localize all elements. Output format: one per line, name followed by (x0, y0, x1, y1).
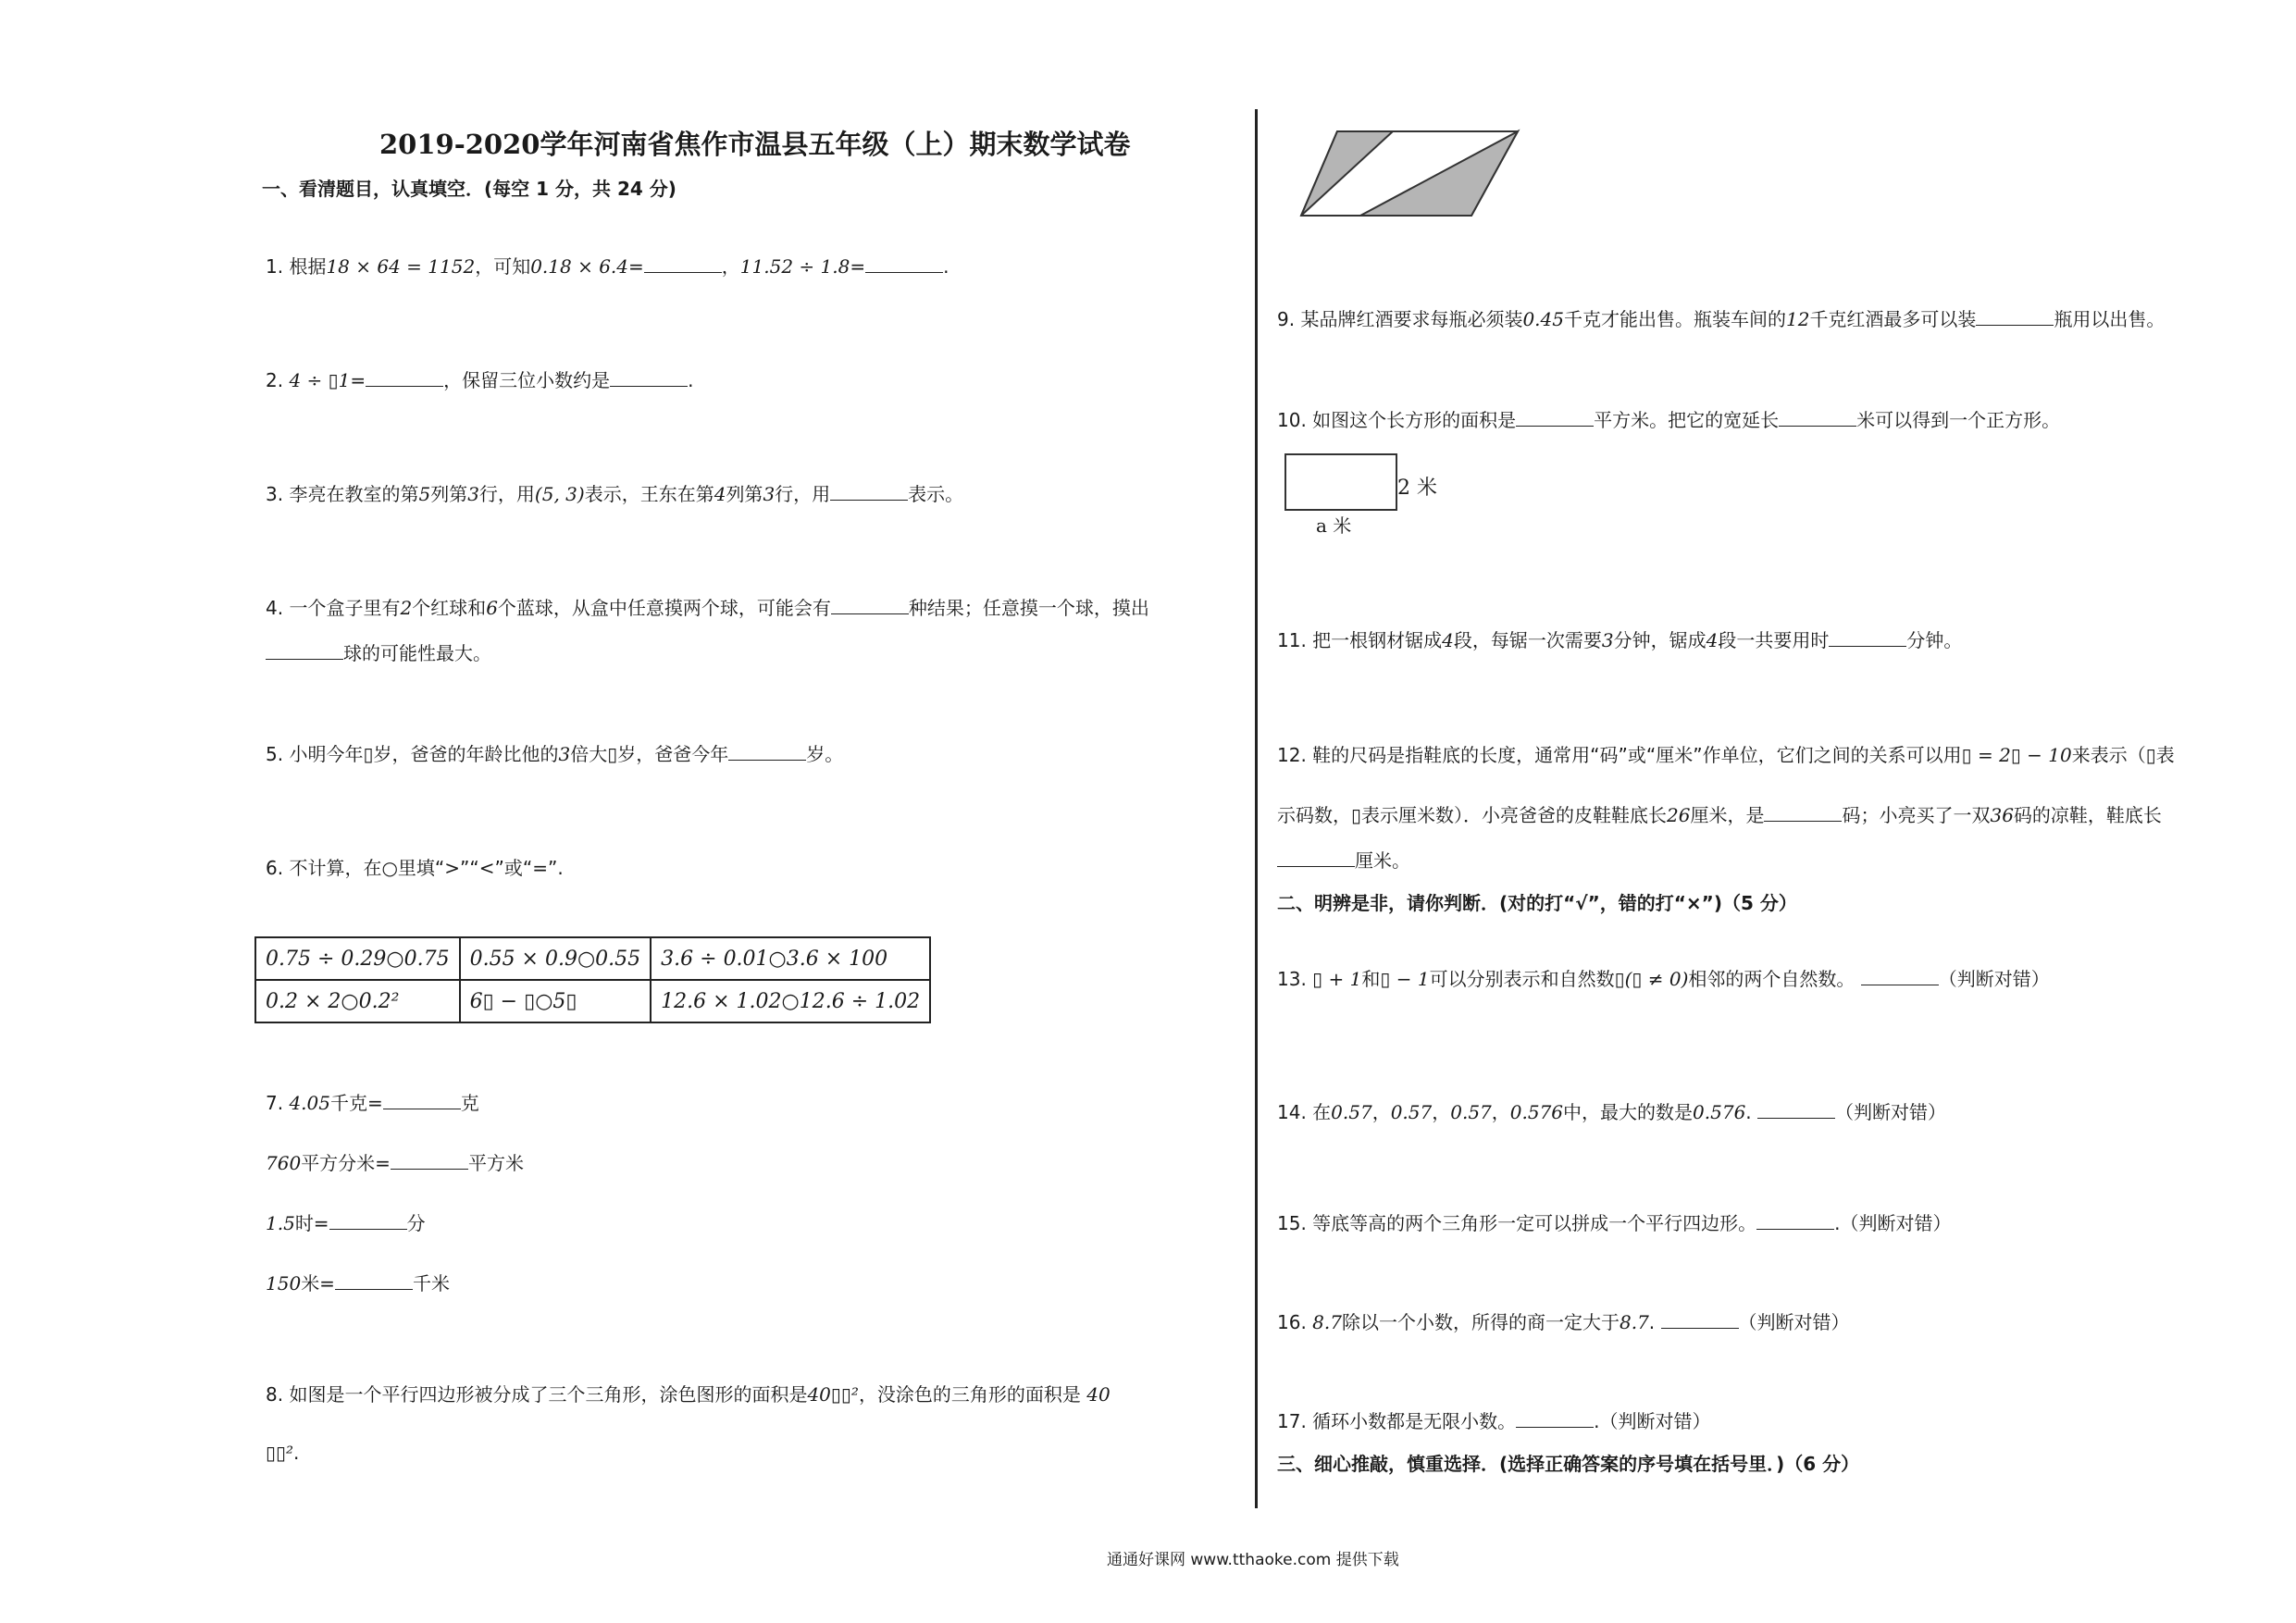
answer-blank[interactable] (366, 369, 443, 387)
table-cell[interactable]: 6▯ − ▯○5▯ (460, 980, 652, 1022)
question-3: 3. 李亮在教室的第5列第3行，用(5, 3)表示，王东在第4列第3行，用 表示。 (266, 483, 964, 505)
table-row (255, 980, 930, 1022)
question-16: 16. 8.7除以一个小数，所得的商一定大于8.7. （判断对错） (1277, 1311, 1850, 1333)
question-6: 6. 不计算，在○里填“>”“<”或“=”. (266, 857, 564, 879)
answer-blank[interactable] (1756, 1212, 1834, 1230)
table-cell[interactable]: 3.6 ÷ 0.01○3.6 × 100 (651, 937, 930, 980)
section-heading-2: 二、明辨是非，请你判断．(对的打“√”，错的打“×”)（5 分） (1277, 892, 1797, 914)
question-10: 10. 如图这个长方形的面积是 平方米。把它的宽延长 米可以得到一个正方形。 (1277, 409, 2061, 431)
table-cell[interactable]: 0.75 ÷ 0.29○0.75 (255, 937, 460, 980)
table-row (255, 937, 930, 980)
answer-blank[interactable] (831, 597, 909, 614)
answer-blank[interactable] (1757, 1101, 1835, 1119)
answer-blank[interactable] (728, 743, 806, 761)
answer-blank[interactable] (1861, 968, 1939, 985)
parallelogram-figure (1296, 128, 1527, 220)
rectangle-length-label: a 米 (1316, 514, 1352, 537)
page-footer: 通通好课网 www.tthaoke.com 提供下载 (1107, 1551, 1399, 1569)
question-15: 15. 等底等高的两个三角形一定可以拼成一个平行四边形。 .（判断对错） (1277, 1212, 1952, 1234)
answer-blank[interactable] (329, 1212, 407, 1230)
question-13: 13. ▯ + 1和▯ − 1可以分别表示和自然数▯(▯ ≠ 0)相邻的两个自然数。 （判断对错） (1277, 968, 2050, 990)
answer-blank[interactable] (1976, 308, 2054, 326)
question-4: 4. 一个盒子里有2个红球和6个蓝球，从盒中任意摸两个球，可能会有 种结果；任意摸一个球，摸出 (266, 597, 1149, 619)
answer-blank[interactable] (1764, 804, 1842, 822)
question-7-line-3: 1.5时= 分 (266, 1212, 426, 1234)
question-12-line-3: 厘米。 (1277, 846, 1410, 873)
question-8: 8. 如图是一个平行四边形被分成了三个三角形，涂色图形的面积是40▯▯²，没涂色的三角形的面积是 40 (266, 1383, 1111, 1406)
column-divider (1255, 109, 1258, 1508)
question-7-line-2: 760平方分米= 平方米 (266, 1152, 524, 1174)
section-heading-3: 三、细心推敲，慎重选择．(选择正确答案的序号填在括号里．)（6 分） (1277, 1453, 1860, 1475)
question-9: 9. 某品牌红酒要求每瓶必须装0.45千克才能出售。瓶装车间的12千克红酒最多可以装 瓶用以出售。 (1277, 308, 2166, 330)
table-cell[interactable]: 0.2 × 2○0.2² (255, 980, 460, 1022)
question-11: 11. 把一根钢材锯成4段，每锯一次需要3分钟，锯成4段一共要用时 分钟。 (1277, 629, 1963, 651)
answer-blank[interactable] (1661, 1311, 1739, 1329)
page-title: 2019-2020学年河南省焦作市温县五年级（上）期末数学试卷 (379, 129, 1131, 160)
answer-blank[interactable] (266, 642, 343, 660)
question-7-line-4: 150米= 千米 (266, 1272, 450, 1295)
rectangle-width-label: 2 米 (1397, 477, 1437, 500)
answer-blank[interactable] (830, 483, 908, 501)
answer-blank[interactable] (1277, 849, 1355, 867)
question-7-line-1: 7. 4.05千克= 克 (266, 1092, 479, 1114)
table-cell[interactable]: 0.55 × 0.9○0.55 (460, 937, 652, 980)
answer-blank[interactable] (610, 369, 688, 387)
question-8-line-2: ▯▯². (266, 1442, 300, 1464)
question-2: 2. 4 ÷ ▯1= ，保留三位小数约是 . (266, 369, 694, 391)
question-12-line-1: 12. 鞋的尺码是指鞋底的长度，通常用“码”或“厘米”作单位，它们之间的关系可以用▯ = 2▯ − 10来表示（▯表 (1277, 744, 2175, 766)
answer-blank[interactable] (644, 255, 722, 273)
question-12-line-2: 示码数，▯表示厘米数）．小亮爸爸的皮鞋鞋底长26厘米，是 码；小亮买了一双36码的凉鞋，鞋底长 (1277, 804, 2162, 826)
answer-blank[interactable] (391, 1152, 468, 1170)
rectangle-figure (1285, 453, 1397, 511)
answer-blank[interactable] (383, 1092, 461, 1109)
question-4-line-2: 球的可能性最大。 (266, 638, 491, 665)
answer-blank[interactable] (865, 255, 943, 273)
answer-blank[interactable] (1829, 629, 1906, 647)
question-5: 5. 小明今年▯岁，爸爸的年龄比他的3倍大▯岁，爸爸今年 岁。 (266, 743, 844, 765)
question-17: 17. 循环小数都是无限小数。 .（判断对错） (1277, 1410, 1711, 1432)
table-cell[interactable]: 12.6 × 1.02○12.6 ÷ 1.02 (651, 980, 930, 1022)
question-1: 1. 根据18 × 64 = 1152，可知0.18 × 6.4= ，11.52 ÷ 1.8= . (266, 255, 949, 278)
answer-blank[interactable] (1779, 409, 1856, 427)
answer-blank[interactable] (1516, 1410, 1594, 1428)
comparison-table (254, 936, 931, 1023)
answer-blank[interactable] (335, 1272, 413, 1290)
section-heading-1: 一、看清题目，认真填空．(每空 1 分，共 24 分) (262, 178, 676, 200)
question-14: 14. 在0.57，0.57，0.57，0.576中，最大的数是0.576. （判断对错） (1277, 1101, 1947, 1123)
answer-blank[interactable] (1516, 409, 1594, 427)
